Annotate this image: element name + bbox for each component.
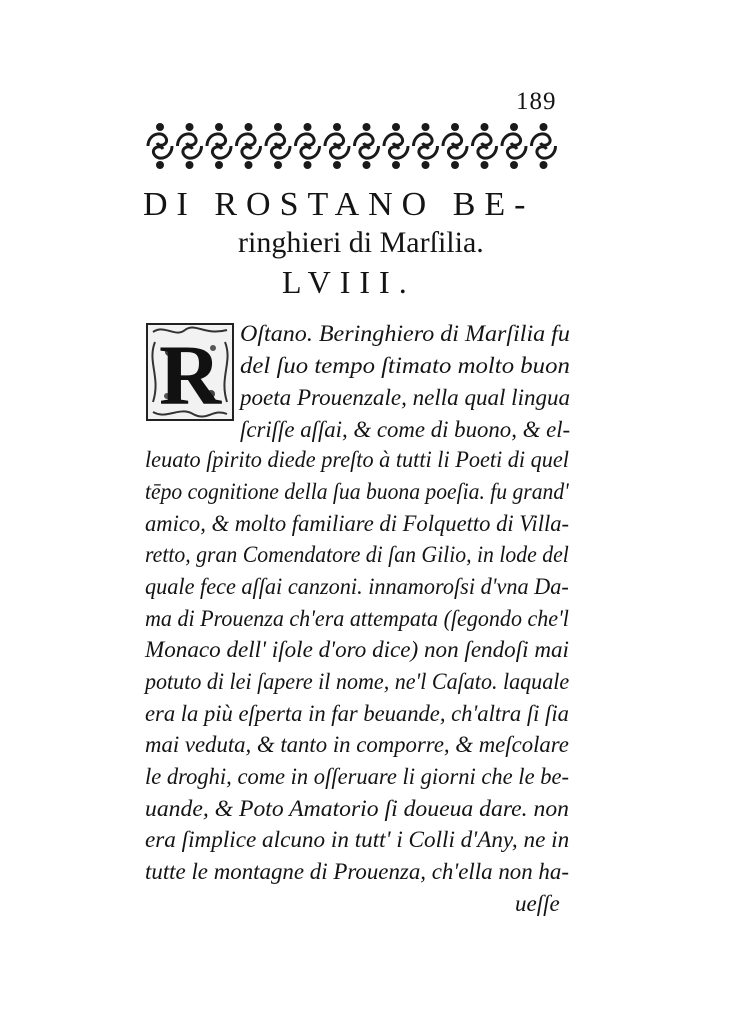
chapter-title-line-1: DI ROSTANO BE- — [143, 186, 535, 223]
text-line: era la più eſperta in far beuande, ch'altra ſi ſia — [145, 701, 569, 726]
text-line: era ſimplice alcuno in tutt' i Colli d'Any, ne in — [145, 827, 570, 852]
text-line: amico, & molto familiare di Folquetto di Villa- — [145, 511, 570, 536]
catchword: ueſſe — [515, 891, 560, 916]
text-line: le droghi, come in oſſeruare li giorni che le be- — [145, 764, 570, 789]
text-line: leuato ſpirito diede preſto à tutti li Poeti di quel — [145, 447, 569, 472]
text-line: tutte le montagne di Prouenza, ch'ella non ha- — [145, 859, 569, 884]
text-line: mai veduta, & tanto in comporre, & meſcolare — [145, 732, 569, 757]
text-line: Oſtano. Beringhiero di Marſilia fu — [240, 321, 570, 346]
svg-text:R: R — [158, 327, 222, 422]
text-line: del ſuo tempo ſtimato molto buon — [240, 353, 570, 378]
text-line: tēpo cognitione della ſua buona poeſia. fu grand' — [145, 479, 569, 504]
chapter-title-line-2: ringhieri di Marſilia. — [238, 226, 484, 259]
text-line: retto, gran Comendatore di ſan Gilio, in lode del — [145, 542, 569, 567]
text-line: ſcriſſe aſſai, & come di buono, & el- — [240, 417, 571, 442]
text-line: ma di Prouenza ch'era attempata (ſegondo che'l — [145, 606, 569, 631]
text-line: quale fece aſſai canzoni. innamoroſsi d'vna Da- — [145, 574, 569, 599]
page-number: 189 — [516, 88, 557, 115]
text-line: Monaco dell' iſole d'oro dice) non ſendoſi mai — [145, 637, 569, 662]
chapter-number: LVIII. — [282, 264, 416, 300]
text-line: uande, & Poto Amatorio ſi doueua dare. non — [145, 796, 570, 821]
text-line: poeta Prouenzale, nella qual lingua — [240, 385, 571, 410]
text-line: potuto di lei ſapere il nome, ne'l Caſato. laquale — [145, 669, 570, 694]
